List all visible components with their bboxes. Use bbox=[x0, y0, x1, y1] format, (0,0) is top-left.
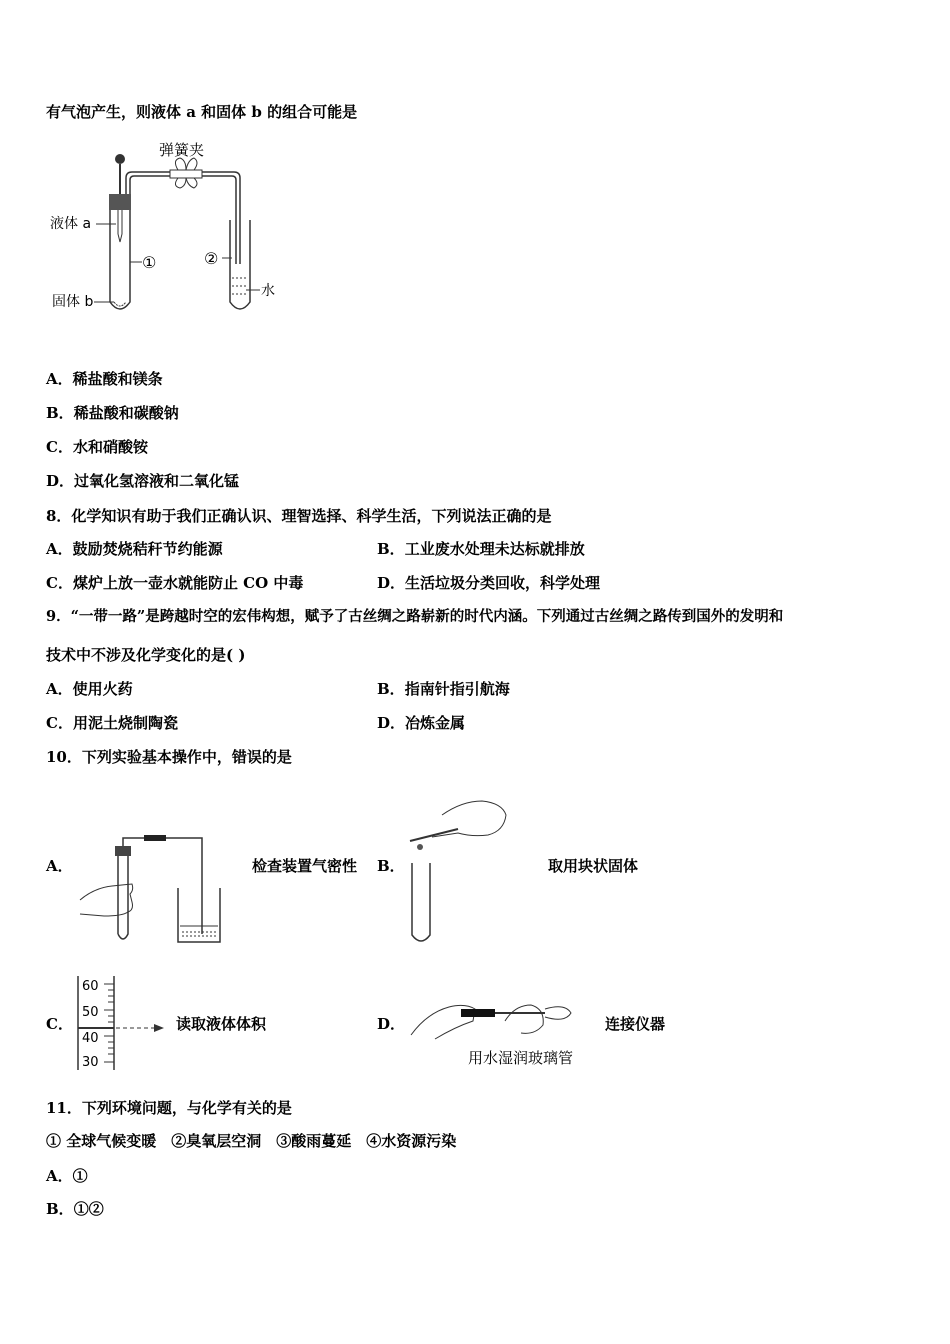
q9-option-d: D．冶炼金属 bbox=[377, 714, 466, 732]
take-solid-figure bbox=[402, 795, 512, 945]
q11-stem: 11．下列环境问题，与化学有关的是 bbox=[46, 1099, 292, 1117]
q9-option-c: C．用泥土烧制陶瓷 bbox=[46, 714, 178, 732]
q10-option-c-text: 读取液体体积 bbox=[176, 1015, 267, 1033]
q10-d-caption: 用水湿润玻璃管 bbox=[468, 1049, 574, 1067]
q8-option-d: D．生活垃圾分类回收，科学处理 bbox=[377, 574, 601, 592]
dropper-bulb bbox=[115, 154, 125, 164]
q9-stem-line1: 9．“一带一路”是跨越时空的宏伟构想，赋予了古丝绸之路崭新的时代内涵。下列通过古丝绸之路传到国外的发明和 bbox=[46, 608, 784, 625]
solid-b-label: 固体 b bbox=[52, 294, 94, 310]
q7-option-c: C．水和硝酸铵 bbox=[46, 438, 148, 456]
tick-40: 40 bbox=[82, 1031, 99, 1046]
spring-clamp-icon bbox=[170, 158, 202, 188]
q7-stem-tail: 有气泡产生，则液体 a 和固体 b 的组合可能是 bbox=[46, 103, 358, 121]
q8-option-b: B．工业废水处理未达标就排放 bbox=[377, 540, 585, 558]
liquid-a-label: 液体 a bbox=[50, 216, 92, 232]
test-tube-1 bbox=[110, 210, 130, 309]
q8-option-c: C．煤炉上放一壶水就能防止 CO 中毒 bbox=[46, 574, 304, 592]
tweezers-hand-icon bbox=[432, 801, 506, 837]
q7-option-d: D．过氧化氢溶液和二氧化锰 bbox=[46, 472, 240, 490]
tick-50: 50 bbox=[82, 1005, 99, 1020]
q10-option-b-text: 取用块状固体 bbox=[548, 857, 639, 875]
tick-60: 60 bbox=[82, 979, 99, 994]
q10-option-c-letter: C． bbox=[46, 1015, 73, 1033]
q10-stem: 10．下列实验基本操作中，错误的是 bbox=[46, 748, 292, 766]
connect-instrument-figure bbox=[405, 995, 585, 1043]
read-volume-figure bbox=[74, 972, 174, 1072]
gas-apparatus-figure bbox=[46, 134, 296, 324]
q10-option-d-letter: D． bbox=[377, 1015, 406, 1033]
tube2-label: ② bbox=[204, 249, 219, 268]
q9-stem-line2: 技术中不涉及化学变化的是( ) bbox=[46, 646, 246, 664]
q11-items: ① 全球气候变暖 ②臭氧层空洞 ③酸雨蔓延 ④水资源污染 bbox=[46, 1132, 457, 1150]
q10-option-a-text: 检查装置气密性 bbox=[252, 857, 358, 875]
q8-stem: 8．化学知识有助于我们正确认识、理智选择、科学生活，下列说法正确的是 bbox=[46, 507, 552, 525]
tick-30: 30 bbox=[82, 1055, 99, 1070]
q11-option-a: A．① bbox=[46, 1167, 88, 1185]
airtightness-check-figure bbox=[74, 830, 224, 945]
water-label: 水 bbox=[261, 283, 275, 299]
q8-option-a: A．鼓励焚烧秸秆节约能源 bbox=[46, 540, 223, 558]
q7-option-b: B．稀盐酸和碳酸钠 bbox=[46, 404, 179, 422]
hand-icon bbox=[80, 884, 133, 916]
stopper-1 bbox=[109, 194, 131, 210]
clamp-label: 弹簧夹 bbox=[159, 141, 205, 159]
right-hand-icon bbox=[505, 1005, 543, 1033]
tube1-label: ① bbox=[142, 253, 157, 272]
q9-option-b: B．指南针指引航海 bbox=[377, 680, 510, 698]
q9-option-a: A．使用火药 bbox=[46, 680, 133, 698]
eye-icon bbox=[154, 1024, 164, 1032]
q7-option-a: A．稀盐酸和镁条 bbox=[46, 370, 163, 388]
q11-option-b: B．①② bbox=[46, 1200, 104, 1218]
q10-option-b-letter: B． bbox=[377, 857, 405, 875]
q10-option-d-text: 连接仪器 bbox=[605, 1015, 666, 1033]
q10-option-a-letter: A． bbox=[46, 857, 73, 875]
